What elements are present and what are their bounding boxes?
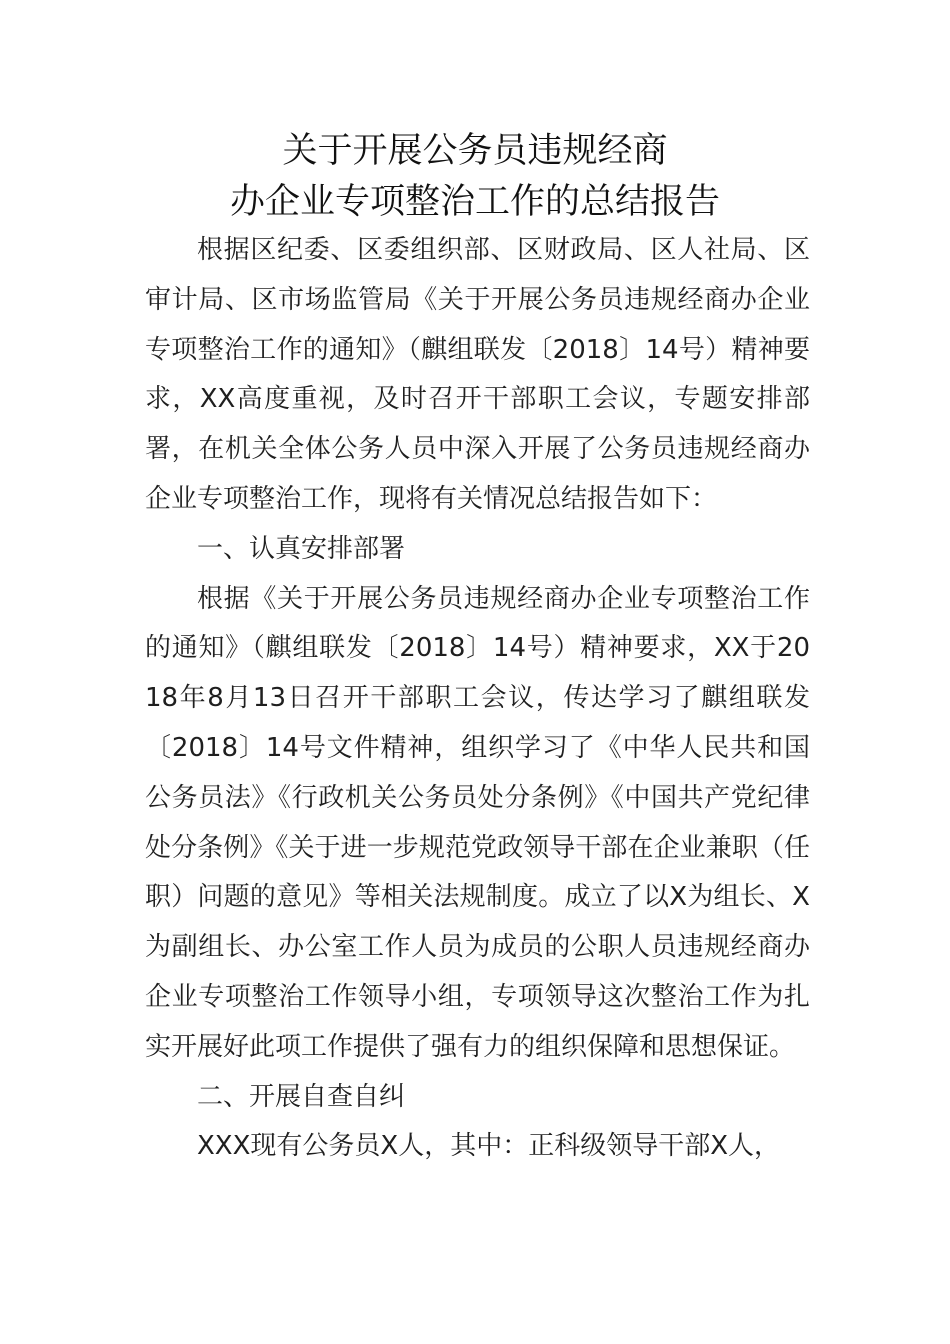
body-paragraph-section-2: XXX现有公务员X人，其中：正科级领导干部X人， (197, 1131, 781, 1162)
document-body (145, 226, 810, 1172)
body-paragraph-intro: 根据区纪委、区委组织部、区财政局、区人社局、区审计局、区市场监管局《关于开展公务员违规经商办企业专项整治工作的通知》（麒组联发〔2018〕14号）精神要求，XX高度重视，及时召开干部职工会议，专题安排部署，在机关全体公务人员中深入开展了公务员违规经商办企业专项整治工作，现将有关情况总结报告如下： (145, 235, 810, 514)
section-heading-1: 一、认真安排部署 (197, 533, 406, 564)
document-title-line-1: 关于开展公务员违规经商 (282, 131, 668, 171)
body-paragraph-section-1: 根据《关于开展公务员违规经商办企业专项整治工作的通知》（麒组联发〔2018〕14号）精神要求，XX于2018年8月13日召开干部职工会议，传达学习了麒组联发〔2018〕14号文件精神，组织学习了《中华人民共和国公务员法》《行政机关公务员处分条例》《中国共产党纪律处分条例》《关于进一步规范党政领导干部在企业兼职（任职）问题的意见》等相关法规制度。成立了以X为组长、X为副组长、办公室工作人员为成员的公职人员违规经商办企业专项整治工作领导小组，专项领导这次整治工作为扎实开展好此项工作提供了强有力的组织保障和思想保证。 (145, 583, 810, 1062)
section-heading-2: 二、开展自查自纠 (197, 1081, 406, 1112)
document-title-line-2: 办企业专项整治工作的总结报告 (229, 182, 720, 222)
